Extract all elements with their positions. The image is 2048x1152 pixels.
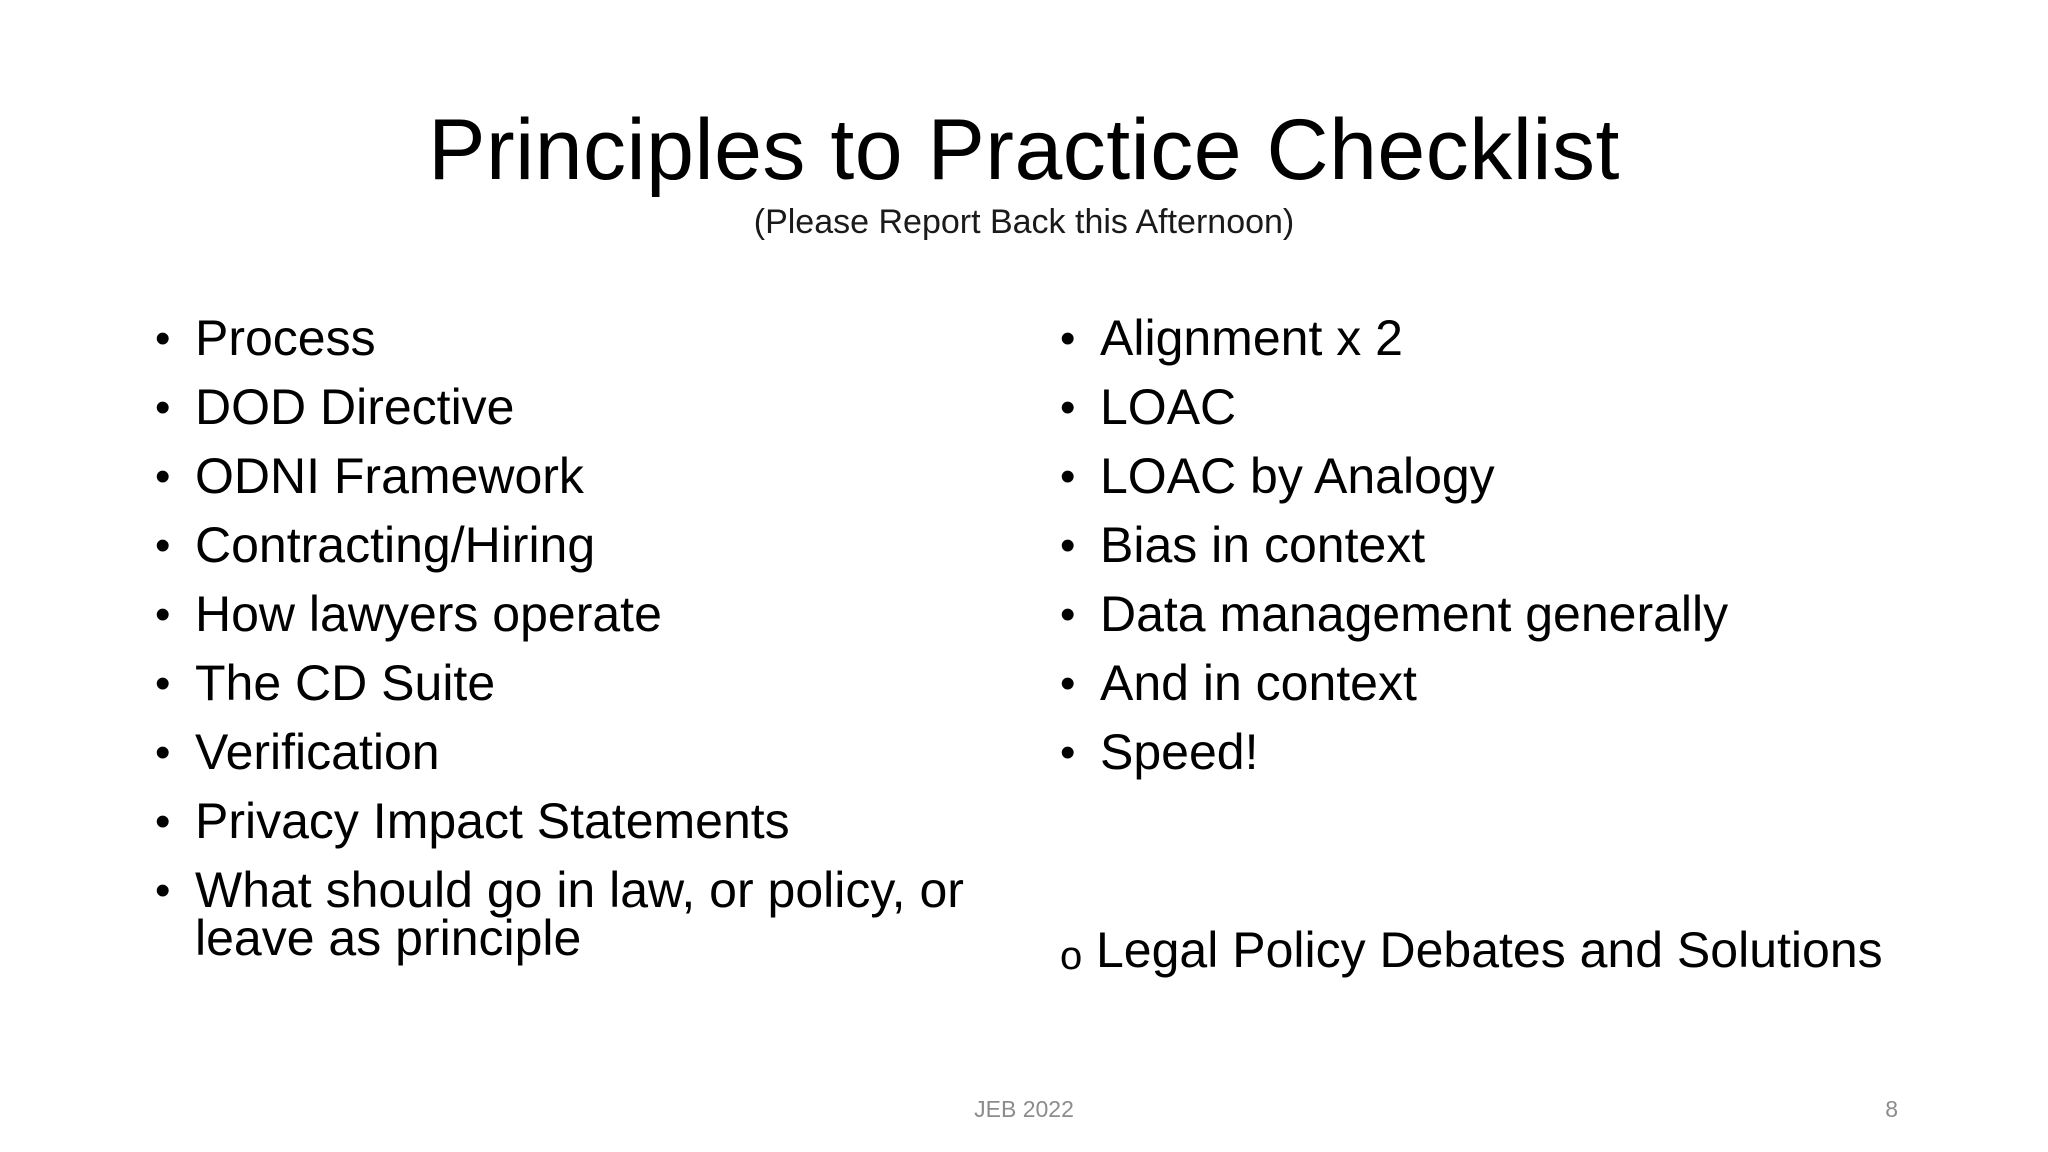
bullet-icon: •: [155, 728, 171, 777]
list-item-text: DOD Directive: [195, 379, 515, 435]
bullet-icon: •: [1060, 728, 1076, 777]
slide-subtitle: (Please Report Back this Afternoon): [753, 203, 1295, 241]
bullet-icon: •: [1060, 383, 1076, 432]
sub-list-item: [1060, 916, 1996, 985]
bullet-icon: •: [155, 866, 171, 915]
list-item: [1060, 580, 1940, 649]
bullet-icon: •: [155, 314, 171, 363]
list-item-text: Contracting/Hiring: [195, 517, 596, 573]
list-item-text: LOAC: [1100, 379, 1237, 435]
circle-bullet-icon: o: [1060, 934, 1083, 978]
bullet-icon: •: [1060, 590, 1076, 639]
bullet-icon: •: [1060, 659, 1076, 708]
page-number: 8: [1885, 1096, 1898, 1122]
list-item-text: The CD Suite: [195, 655, 496, 711]
list-item: [155, 511, 1035, 580]
list-item: [155, 373, 1035, 442]
list-item: [155, 580, 1035, 649]
bullet-icon: •: [155, 797, 171, 846]
footer-text: JEB 2022: [974, 1096, 1074, 1122]
list-item-text: Data management generally: [1100, 586, 1729, 642]
list-item: [1060, 442, 1940, 511]
list-item-text: Alignment x 2: [1100, 310, 1403, 366]
list-item-text: LOAC by Analogy: [1100, 448, 1495, 504]
list-item: [155, 718, 1035, 787]
list-item: [155, 442, 1035, 511]
list-item-text: Bias in context: [1100, 517, 1426, 573]
list-item: [1060, 718, 1940, 787]
bullet-icon: •: [1060, 521, 1076, 570]
list-item: [155, 856, 1035, 966]
sub-list-item-text: Legal Policy Debates and Solutions: [1096, 922, 1883, 978]
list-item-text: ODNI Framework: [195, 448, 584, 504]
list-item: [1060, 304, 1940, 373]
list-item-text: Privacy Impact Statements: [195, 793, 790, 849]
list-item-text: How lawyers operate: [195, 586, 662, 642]
bullet-icon: •: [155, 521, 171, 570]
list-item-text: And in context: [1100, 655, 1417, 711]
list-item: [155, 649, 1035, 718]
bullet-icon: •: [1060, 314, 1076, 363]
list-item: [155, 304, 1035, 373]
list-item-text: Speed!: [1100, 724, 1259, 780]
list-item: [155, 787, 1035, 856]
list-item: [1060, 649, 1940, 718]
right-bullet-list: [1060, 304, 1940, 787]
list-item: [1060, 511, 1940, 580]
bullet-icon: •: [155, 383, 171, 432]
bullet-icon: •: [155, 590, 171, 639]
list-item-text: Verification: [195, 724, 440, 780]
bullet-icon: •: [155, 452, 171, 501]
list-item-text: What should go in law, or policy, or leave as principle: [195, 862, 964, 966]
left-bullet-list: [155, 304, 1035, 966]
bullet-icon: •: [155, 659, 171, 708]
list-item-text: Process: [195, 310, 376, 366]
list-item: [1060, 373, 1940, 442]
slide-title: Principles to Practice Checklist: [428, 102, 1620, 198]
bullet-icon: •: [1060, 452, 1076, 501]
